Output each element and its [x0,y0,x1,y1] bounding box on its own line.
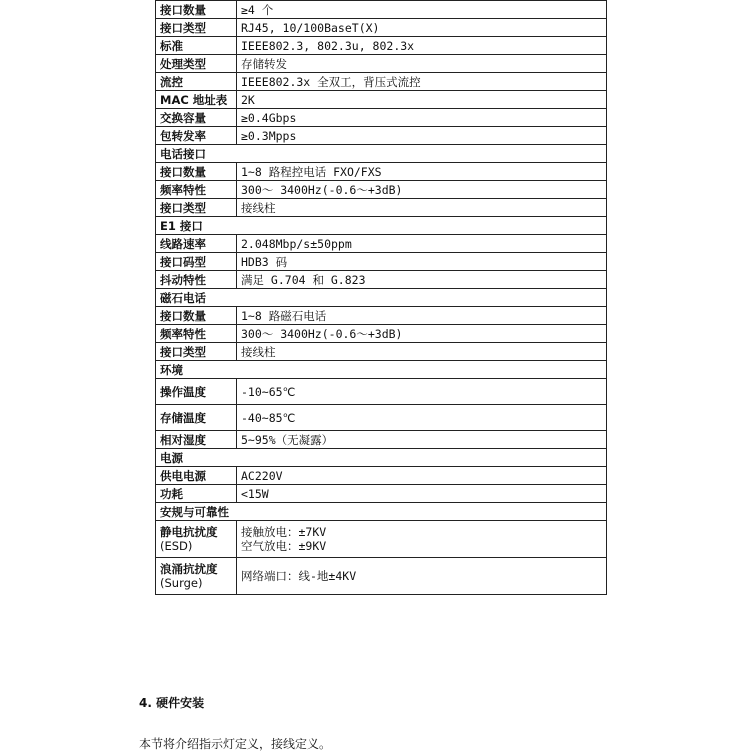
spec-row [156,253,607,271]
spec-value [237,558,607,595]
spec-value-text: 接触放电：±7KV [241,525,327,539]
spec-row [156,109,607,127]
spec-table-body [156,1,607,595]
spec-value [237,405,607,431]
spec-row [156,521,607,558]
spec-key-text: 接口数量 [160,308,206,323]
spec-row [156,307,607,325]
spec-value [237,271,607,289]
spec-row [156,19,607,37]
spec-value [237,19,607,37]
spec-value [237,431,607,449]
section-title: 电话接口 [156,145,607,163]
spec-value-text: 300～ 3400Hz(-0.6～+3dB) [241,182,403,197]
section-row [156,217,607,235]
spec-key-text: 接口类型 [160,20,206,35]
spec-value-text: 2K [241,92,255,107]
spec-value [237,325,607,343]
spec-value [237,109,607,127]
spec-key-text: 浪涌抗扰度 [160,562,218,576]
section-title: E1 接口 [156,217,607,235]
spec-key-text: 流控 [160,74,183,89]
spec-key-text: 接口数量 [160,2,206,17]
spec-value-text: -40~85℃ [241,410,296,425]
spec-row [156,73,607,91]
spec-key [156,379,237,405]
spec-value-text: 存储转发 [241,56,287,71]
spec-value-text: ≥4 个 [241,2,274,17]
spec-value [237,307,607,325]
spec-key [156,325,237,343]
spec-key-text: 频率特性 [160,326,206,341]
spec-key [156,405,237,431]
spec-row [156,199,607,217]
spec-value-text: 接线柱 [241,200,276,215]
spec-value-text: -10~65℃ [241,384,296,399]
spec-key [156,73,237,91]
spec-value-text: IEEE802.3x 全双工，背压式流控 [241,74,421,89]
spec-key [156,558,237,595]
spec-value [237,55,607,73]
spec-value [237,467,607,485]
spec-key-text: 包转发率 [160,128,206,143]
spec-value-text: 接线柱 [241,344,276,359]
spec-value-subtext: 空气放电：±9KV [241,539,327,553]
spec-row [156,343,607,361]
spec-key [156,521,237,558]
spec-key-text: 接口类型 [160,344,206,359]
spec-row [156,163,607,181]
spec-value [237,163,607,181]
spec-value-text: AC220V [241,468,283,483]
spec-key-text: MAC 地址表 [160,92,228,107]
spec-row [156,55,607,73]
spec-row [156,1,607,19]
spec-value-text: RJ45, 10/100BaseT(X) [241,20,380,35]
spec-key [156,253,237,271]
section-row [156,449,607,467]
spec-key-text: 接口码型 [160,254,206,269]
spec-value-text: HDB3 码 [241,254,288,269]
spec-key [156,91,237,109]
spec-key [156,19,237,37]
spec-row [156,379,607,405]
spec-value-text: 2.048Mbp/s±50ppm [241,236,352,251]
spec-value [237,379,607,405]
section-title: 磁石电话 [156,289,607,307]
section-row [156,361,607,379]
spec-key-text: 处理类型 [160,56,206,71]
section-row [156,289,607,307]
spec-key-text: 供电电源 [160,468,206,483]
spec-value [237,343,607,361]
spec-value [237,1,607,19]
spec-row [156,325,607,343]
spec-value [237,37,607,55]
spec-key [156,181,237,199]
spec-value [237,181,607,199]
section-title: 环境 [156,361,607,379]
spec-key-text: 交换容量 [160,110,206,125]
spec-key-text: 标准 [160,38,183,53]
spec-value-text: 网络端口：线-地±4KV [241,569,357,583]
section-paragraph: 本节将介绍指示灯定义，接线定义。 [139,737,332,751]
spec-key-subtext: (Surge) [160,576,203,590]
spec-row [156,431,607,449]
spec-value [237,521,607,558]
section-row [156,145,607,163]
spec-row [156,558,607,595]
spec-key [156,109,237,127]
spec-row [156,235,607,253]
spec-value-text: ≥0.3Mpps [241,128,297,143]
spec-key-text: 功耗 [160,486,183,501]
spec-row [156,37,607,55]
spec-key-text: 线路速率 [160,236,206,251]
spec-value-text: 满足 G.704 和 G.823 [241,272,366,287]
spec-row [156,91,607,109]
spec-key [156,235,237,253]
spec-value [237,253,607,271]
section-title: 安规与可靠性 [156,503,607,521]
spec-key [156,55,237,73]
spec-value-text: 300～ 3400Hz(-0.6～+3dB) [241,326,403,341]
spec-key [156,307,237,325]
spec-row [156,181,607,199]
spec-row [156,127,607,145]
spec-key [156,163,237,181]
spec-key-text: 存储温度 [160,410,206,425]
spec-row [156,467,607,485]
spec-key [156,37,237,55]
spec-row [156,271,607,289]
spec-key-subtext: (ESD) [160,539,193,553]
section-heading: 4. 硬件安装 [139,696,205,710]
spec-value [237,127,607,145]
spec-key [156,1,237,19]
spec-key [156,343,237,361]
spec-key [156,431,237,449]
spec-value-text: 1~8 路程控电话 FXO/FXS [241,164,382,179]
spec-value [237,199,607,217]
spec-key-text: 接口类型 [160,200,206,215]
spec-key [156,199,237,217]
spec-value [237,485,607,503]
spec-value-text: 1~8 路磁石电话 [241,308,327,323]
spec-value-text: ≥0.4Gbps [241,110,297,125]
spec-row [156,485,607,503]
section-title: 电源 [156,449,607,467]
spec-key-text: 频率特性 [160,182,206,197]
section-row [156,503,607,521]
spec-key-text: 操作温度 [160,384,206,399]
spec-value [237,73,607,91]
spec-value-text: 5~95%（无凝露） [241,432,334,447]
spec-value [237,91,607,109]
spec-value-text: IEEE802.3, 802.3u, 802.3x [241,38,415,53]
spec-key-text: 抖动特性 [160,272,206,287]
spec-key [156,127,237,145]
spec-value [237,235,607,253]
spec-key-text: 接口数量 [160,164,206,179]
spec-key [156,485,237,503]
spec-key [156,271,237,289]
spec-value-text: <15W [241,486,269,501]
spec-key [156,467,237,485]
spec-table [155,0,607,595]
spec-key-text: 静电抗扰度 [160,525,218,539]
spec-key-text: 相对湿度 [160,432,206,447]
spec-row [156,405,607,431]
